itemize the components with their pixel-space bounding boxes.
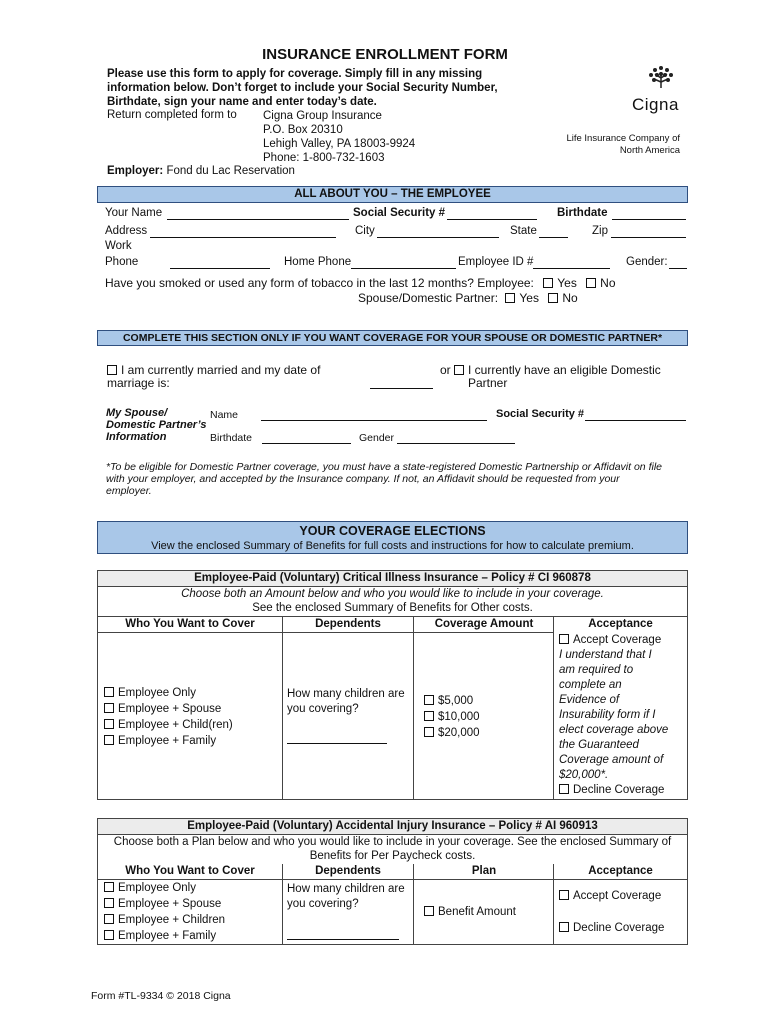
ci-who-options (104, 685, 233, 749)
ai-plan-option (424, 906, 516, 918)
tobacco-row-spouse (358, 291, 578, 305)
gender-label: Gender: (626, 256, 668, 268)
ci-header-who: Who You Want to Cover (125, 618, 255, 630)
brand-name: Cigna (632, 95, 679, 114)
ai-plan-label: Benefit Amount (438, 906, 516, 918)
married-option (107, 364, 320, 390)
section-spouse-header: COMPLETE THIS SECTION ONLY IF YOU WANT COVERAGE FOR YOUR SPOUSE OR DOMESTIC PARTNER* (97, 330, 688, 346)
zip-field[interactable] (611, 226, 686, 238)
employer-row (107, 165, 295, 177)
ci-table (97, 570, 688, 800)
ci-header-amount: Coverage Amount (434, 618, 534, 630)
spouse-ssn-label: Social Security # (496, 408, 585, 420)
domestic-partner-option (440, 364, 661, 390)
city-field[interactable] (377, 226, 499, 238)
ssn-field[interactable] (447, 208, 537, 220)
eoi-line: Evidence of (559, 694, 620, 706)
ci-dependents (287, 687, 405, 717)
employee-id-label: Employee ID # (458, 256, 534, 268)
dp-text: Partner (468, 376, 508, 390)
ci-header-acceptance: Acceptance (588, 618, 653, 630)
ai-decline-checkbox[interactable] (559, 922, 569, 932)
spouse-dp-label: Spouse/Domestic Partner: (358, 291, 499, 305)
spouse-birthdate-field[interactable] (262, 432, 351, 444)
spouse-info-label-line: Domestic Partner’s (106, 419, 207, 431)
company-line: Life Insurance Company of (566, 133, 680, 144)
ci-amount-20000-checkbox[interactable] (424, 727, 434, 737)
ci-accept-label: Accept Coverage (573, 634, 662, 646)
ai-dependents-text: you covering? (287, 898, 359, 910)
section-about-header: ALL ABOUT YOU – THE EMPLOYEE (97, 186, 688, 203)
ci-amount-label: $5,000 (438, 695, 474, 707)
spouse-ssn-field[interactable] (585, 409, 686, 421)
ci-amount-options (424, 693, 480, 741)
marriage-date-field[interactable] (370, 377, 433, 389)
eoi-line: complete an (559, 679, 622, 691)
ai-children-count-field[interactable] (287, 929, 399, 940)
birthdate-field[interactable] (612, 208, 686, 220)
eoi-line: the Guaranteed (559, 739, 639, 751)
ai-who-label: Employee + Children (118, 914, 226, 926)
tobacco-employee-no-checkbox[interactable] (586, 278, 596, 288)
tobacco-employee-yes-checkbox[interactable] (543, 278, 553, 288)
note-line: employer. (106, 485, 152, 497)
ai-decline-option (559, 922, 664, 934)
eoi-line: I understand that I (559, 649, 652, 661)
address-line: Phone: 1-800-732-1603 (263, 152, 385, 164)
ci-amount-10000-checkbox[interactable] (424, 711, 434, 721)
ai-subtitle-2: Benefits for Per Paycheck costs. (309, 850, 476, 862)
ai-subtitle-1: Choose both a Plan below and who you would like to include in your coverage. See the enclosed Summary of (113, 836, 672, 848)
spouse-name-field[interactable] (261, 409, 487, 421)
ci-employee-spouse-checkbox[interactable] (104, 703, 114, 713)
spouse-gender-field[interactable] (397, 432, 515, 444)
married-text: marriage is: (107, 376, 170, 390)
ai-who-label: Employee + Spouse (118, 898, 222, 910)
section-elections-header (97, 521, 688, 554)
ai-header-dependents: Dependents (315, 865, 381, 877)
ci-acceptance (559, 633, 687, 798)
ai-who-label: Employee + Family (118, 930, 217, 942)
ai-title: Employee-Paid (Voluntary) Accidental Injury Insurance – Policy # AI 960913 (98, 819, 687, 835)
ci-title: Employee-Paid (Voluntary) Critical Illness Insurance – Policy # CI 960878 (98, 571, 687, 587)
dp-text: I currently have an eligible Domestic (468, 363, 661, 377)
ci-header-dependents: Dependents (315, 618, 381, 630)
ci-who-label: Employee + Family (118, 735, 217, 747)
zip-label: Zip (592, 225, 608, 237)
form-footer: Form #TL-9334 © 2018 Cigna (91, 990, 231, 1002)
your-name-field[interactable] (167, 208, 349, 220)
ai-accept-option (559, 890, 661, 902)
married-checkbox[interactable] (107, 365, 117, 375)
address-line: P.O. Box 20310 (263, 124, 343, 136)
address-field[interactable] (150, 226, 336, 238)
no-label: No (600, 276, 616, 290)
ai-table (97, 818, 688, 945)
instructions (107, 67, 498, 109)
form-title: INSURANCE ENROLLMENT FORM (262, 46, 508, 63)
tobacco-spouse-no-checkbox[interactable] (548, 293, 558, 303)
ci-accept-checkbox[interactable] (559, 634, 569, 644)
address-label: Address (105, 225, 148, 237)
no-label: No (562, 291, 578, 305)
ai-dependents-text: How many children are (287, 883, 405, 895)
tobacco-spouse-yes-checkbox[interactable] (505, 293, 515, 303)
ai-dependents (287, 882, 405, 912)
ci-dependents-text: How many children are (287, 688, 405, 700)
home-phone-label: Home Phone (284, 256, 352, 268)
home-phone-field[interactable] (351, 257, 456, 269)
spouse-birthdate-label: Birthdate (210, 432, 253, 444)
ci-employee-family-checkbox[interactable] (104, 735, 114, 745)
ci-employee-only-checkbox[interactable] (104, 687, 114, 697)
instructions-line: information below. Don’t forget to include your Social Security Number, (107, 82, 498, 94)
address-line: Lehigh Valley, PA 18003-9924 (263, 138, 416, 150)
company-name (560, 133, 680, 157)
ai-decline-label: Decline Coverage (573, 922, 665, 934)
return-label: Return completed form to (107, 109, 237, 121)
instructions-line: Birthdate, sign your name and enter today’s date. (107, 96, 377, 108)
ai-accept-label: Accept Coverage (573, 890, 662, 902)
ai-employee-children-checkbox[interactable] (104, 914, 114, 924)
domestic-partner-note (106, 461, 686, 497)
address-line: Cigna Group Insurance (263, 110, 382, 122)
work-phone-field[interactable] (170, 257, 270, 269)
eoi-line: $20,000*. (559, 769, 609, 781)
ai-employee-only-checkbox[interactable] (104, 882, 114, 892)
ci-amount-label: $10,000 (438, 711, 480, 723)
eoi-line: Insurability form if I (559, 709, 656, 721)
ai-header-who: Who You Want to Cover (125, 865, 255, 877)
state-label: State (510, 225, 537, 237)
spouse-info-label-line: Information (106, 431, 167, 443)
spouse-name-label: Name (210, 409, 239, 421)
ci-decline-label: Decline Coverage (573, 784, 665, 796)
ci-children-count-field[interactable] (287, 733, 387, 744)
ci-dependents-text: you covering? (287, 703, 359, 715)
ssn-label: Social Security # (353, 207, 446, 219)
ci-amount-5000-checkbox[interactable] (424, 695, 434, 705)
eoi-line: elect coverage above (559, 724, 669, 736)
spouse-info-label (106, 407, 206, 443)
city-label: City (355, 225, 375, 237)
employer-label: Employer: (107, 165, 164, 177)
employee-id-field[interactable] (533, 257, 610, 269)
or-label: or (440, 363, 451, 377)
note-line: *To be eligible for Domestic Partner coverage, you must have a state-registered Domestic Partnership or Affidavit on file (106, 461, 662, 473)
ci-subtitle-2: See the enclosed Summary of Benefits for Other costs. (252, 602, 533, 614)
ci-amount-label: $20,000 (438, 727, 480, 739)
ai-who-options (104, 880, 225, 944)
elections-title: YOUR COVERAGE ELECTIONS (299, 524, 486, 538)
ai-who-label: Employee Only (118, 882, 196, 894)
spouse-info-label-line: My Spouse/ (106, 407, 168, 419)
ai-header-acceptance: Acceptance (588, 865, 653, 877)
note-line: with your employer, and accepted by the Insurance company. If not, an Affidavit should be requested from your (106, 473, 620, 485)
domestic-partner-checkbox[interactable] (454, 365, 464, 375)
ai-employee-spouse-checkbox[interactable] (104, 898, 114, 908)
phone-label: Phone (105, 256, 139, 268)
ci-who-label: Employee + Spouse (118, 703, 222, 715)
ai-benefit-amount-checkbox[interactable] (424, 906, 434, 916)
tobacco-row-employee (105, 276, 616, 290)
ai-accept-checkbox[interactable] (559, 890, 569, 900)
company-line: North America (619, 145, 680, 156)
tobacco-question: Have you smoked or used any form of tobacco in the last 12 months? Employee: (105, 276, 534, 290)
elections-subtitle: View the enclosed Summary of Benefits for full costs and instructions for how to calculate premium. (151, 540, 634, 552)
ci-who-label: Employee Only (118, 687, 196, 699)
yes-label: Yes (557, 276, 577, 290)
your-name-label: Your Name (105, 207, 163, 219)
ci-decline-checkbox[interactable] (559, 784, 569, 794)
work-label: Work (105, 240, 132, 252)
spouse-gender-label: Gender (359, 432, 395, 444)
ci-employee-children-checkbox[interactable] (104, 719, 114, 729)
ci-eoi-note (559, 648, 687, 783)
eoi-line: Coverage amount of (559, 754, 664, 766)
return-address (263, 109, 415, 165)
ai-employee-family-checkbox[interactable] (104, 930, 114, 940)
married-text: I am currently married and my date of (121, 363, 321, 377)
state-field[interactable] (539, 226, 568, 238)
gender-field[interactable] (669, 257, 687, 269)
yes-label: Yes (519, 291, 539, 305)
birthdate-label: Birthdate (557, 207, 608, 219)
employer-value: Fond du Lac Reservation (166, 165, 295, 177)
eoi-line: am required to (559, 664, 634, 676)
ci-subtitle-1: Choose both an Amount below and who you would like to include in your coverage. (181, 588, 604, 600)
instructions-line: Please use this form to apply for coverage. Simply fill in any missing (107, 68, 483, 80)
ai-header-plan: Plan (471, 865, 497, 877)
ci-who-label: Employee + Child(ren) (118, 719, 233, 731)
